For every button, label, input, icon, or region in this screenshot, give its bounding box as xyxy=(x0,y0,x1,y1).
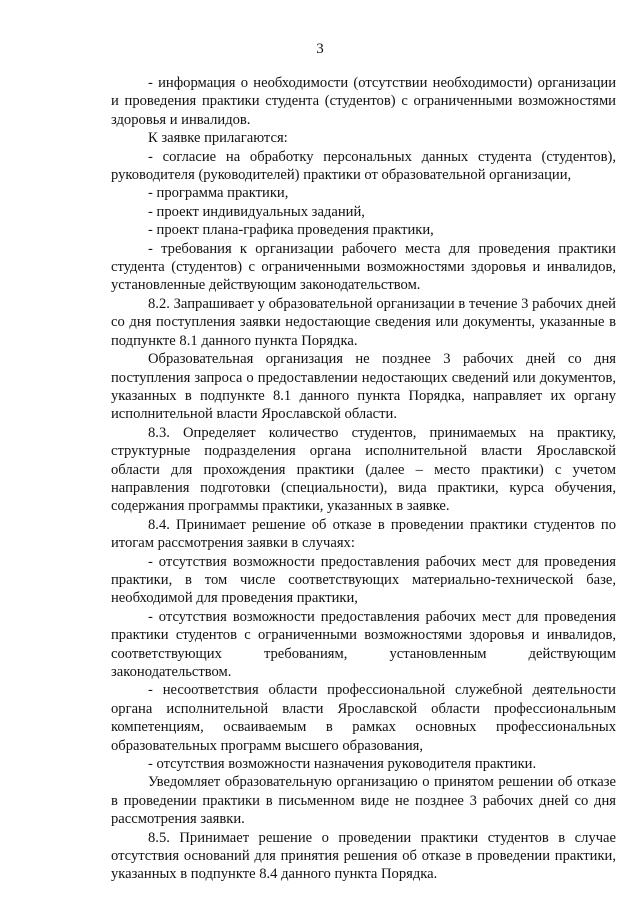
paragraph-workplace-requirements: - требования к организации рабочего места для проведения практики студента (студентов) с ограниченными возможностями здоровья и инвалидов, установленные действующим законодательством. xyxy=(111,240,616,294)
document-body xyxy=(111,74,616,884)
paragraph-attachments-heading: К заявке прилагаются: xyxy=(148,130,288,147)
paragraph-8-4: 8.4. Принимает решение об отказе в проведении практики студентов по итогам рассмотрения заявки в случаях: xyxy=(111,516,616,552)
paragraph-competence-mismatch: - несоответствия области профессиональной служебной деятельности органа исполнительной власти Ярославской области профессиональным компетенциям, осваиваемым в рамках основных профессиональных образовательных программ высшего образования, xyxy=(111,682,616,754)
paragraph-no-accessible-workplaces: - отсутствия возможности предоставления рабочих мест для проведения практики студентов с ограниченными возможностями здоровья и инвалидов, соответствующих требованиям, установленным действующим законодательством. xyxy=(111,608,616,680)
page-number: 3 xyxy=(316,41,324,57)
paragraph-schedule: - проект плана-графика проведения практики, xyxy=(148,222,434,239)
paragraph-program: - программа практики, xyxy=(148,185,289,202)
paragraph-organization-response: Образовательная организация не позднее 3 рабочих дней со дня поступления запроса о предоставлении недостающих сведений или документов, указанных в подпункте 8.1 данного пункта Порядка, направляет их органу исполнительной власти Ярославской области. xyxy=(111,351,616,423)
paragraph-8-3: 8.3. Определяет количество студентов, принимаемых на практику, структурные подразделения органа исполнительной власти Ярославской области для прохождения практики (далее – место практики) с учетом направления подготовки (специальности), вида практики, курса обучения, содержания программы практики, указанных в заявке. xyxy=(111,424,616,515)
paragraph-individual-tasks: - проект индивидуальных заданий, xyxy=(148,203,365,220)
paragraph-no-workplaces: - отсутствия возможности предоставления рабочих мест для проведения практики, в том числе соответствующих материально-технической базе, необходимой для проведения практики, xyxy=(111,553,616,607)
paragraph-info-need: - информация о необходимости (отсутствии необходимости) организации и проведения практики студента (студентов) с ограниченными возможностями здоровья и инвалидов. xyxy=(111,75,616,128)
paragraph-notification: Уведомляет образовательную организацию о принятом решении об отказе в проведении практики в письменном виде не позднее 3 рабочих дней со дня рассмотрения заявки. xyxy=(111,774,616,828)
paragraph-8-5: 8.5. Принимает решение о проведении практики студентов в случае отсутствия оснований для принятия решения об отказе в проведении практики, указанных в подпункте 8.4 данного пункта Порядка. xyxy=(111,829,616,883)
paragraph-consent: - согласие на обработку персональных данных студента (студентов), руководителя (руководителей) практики от образовательной организации, xyxy=(111,148,616,184)
paragraph-8-2: 8.2. Запрашивает у образовательной организации в течение 3 рабочих дней со дня поступления заявки недостающие сведения или документы, указанные в подпункте 8.1 данного пункта Порядка. xyxy=(111,295,616,349)
paragraph-no-supervisor: - отсутствия возможности назначения руководителя практики. xyxy=(148,756,537,773)
